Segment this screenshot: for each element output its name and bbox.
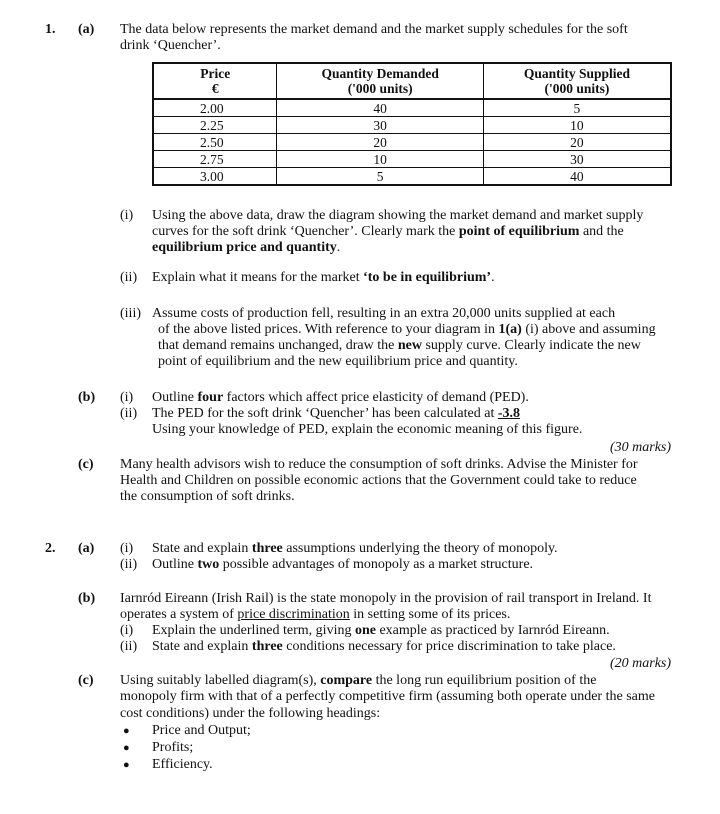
text-segment: (ii) xyxy=(120,270,138,285)
text-segment: two xyxy=(197,557,220,572)
text-segment: drink ‘Quencher’. xyxy=(120,38,221,53)
text-segment: Explain the underlined term, giving xyxy=(152,623,355,638)
question-label: (b) xyxy=(78,591,96,606)
text-line xyxy=(152,240,340,256)
text-line xyxy=(120,38,221,54)
table-cell: 2.25 xyxy=(153,117,277,134)
text-segment: point of equilibrium and the new equilibrium price and quantity. xyxy=(158,354,518,369)
text-segment: Using your knowledge of PED, explain the economic meaning of this figure. xyxy=(152,422,583,437)
text-segment: conditions necessary for price discrimination to take place. xyxy=(282,639,616,654)
table-row xyxy=(153,117,671,134)
text-segment: Iarnród Eireann (Irish Rail) is the state monopoly in the provision of rail transport in Ireland. It xyxy=(120,591,652,606)
text-segment: three xyxy=(251,541,283,556)
text-segment: (20 marks) xyxy=(610,656,672,671)
text-segment: (i) xyxy=(120,623,134,638)
text-line xyxy=(152,390,529,406)
header-line: Price xyxy=(200,66,231,81)
table-row xyxy=(153,134,671,151)
question-label: (a) xyxy=(78,541,95,556)
text-segment: The PED for the soft drink ‘Quencher’ has been calculated at xyxy=(152,406,498,421)
table-cell: 40 xyxy=(277,99,483,117)
table-row xyxy=(153,99,671,117)
text-line xyxy=(152,557,533,573)
text-line xyxy=(120,306,141,322)
text-segment: . xyxy=(491,270,495,285)
text-segment: four xyxy=(197,390,224,405)
table-cell: 2.75 xyxy=(153,151,277,168)
table-header xyxy=(483,63,671,99)
bullet-icon: ● xyxy=(123,759,130,771)
text-segment: Assume costs of production fell, resulting in an extra 20,000 units supplied at each xyxy=(152,306,616,321)
text-segment: State and explain xyxy=(152,541,252,556)
bullet-icon: ● xyxy=(123,742,130,754)
text-line xyxy=(120,208,133,224)
text-segment: (iii) xyxy=(120,306,141,321)
table-row xyxy=(153,151,671,168)
text-line xyxy=(120,557,137,573)
text-segment: (i) above and assuming xyxy=(521,322,656,337)
text-segment: Outline xyxy=(152,390,198,405)
table-cell: 5 xyxy=(483,99,671,117)
text-segment: supply curve. Clearly indicate the new xyxy=(421,338,641,353)
text-line xyxy=(120,591,651,607)
question-label: 1. xyxy=(45,22,56,37)
text-segment: The data below represents the market demand and the market supply schedules for the soft xyxy=(120,22,628,37)
text-segment: the long run equilibrium position of the xyxy=(372,673,597,688)
table-cell: 20 xyxy=(277,134,483,151)
text-segment: in setting some of its prices. xyxy=(349,607,511,622)
header-line: ('000 units) xyxy=(544,81,610,96)
table-cell: 10 xyxy=(277,151,483,168)
text-segment: Using suitably labelled diagram(s), xyxy=(120,673,321,688)
text-line xyxy=(152,541,558,557)
text-segment: Many health advisors wish to reduce the consumption of soft drinks. Advise the Minister for xyxy=(120,457,638,472)
bullet-item: Efficiency. xyxy=(152,757,213,772)
text-line xyxy=(152,623,610,639)
text-line xyxy=(152,270,495,286)
text-segment: State and explain xyxy=(152,639,252,654)
text-segment: (i) xyxy=(120,541,134,556)
text-line xyxy=(120,406,137,422)
text-line xyxy=(120,457,638,473)
text-segment: (i) xyxy=(120,208,134,223)
text-segment: curves for the soft drink ‘Quencher’. Clearly mark the xyxy=(152,224,459,239)
text-line xyxy=(610,656,671,672)
text-line xyxy=(152,224,624,240)
text-segment: (30 marks) xyxy=(610,440,672,455)
header-line: Quantity Demanded xyxy=(321,66,439,81)
text-segment: point of equilibrium xyxy=(458,224,580,239)
text-segment: (ii) xyxy=(120,406,138,421)
text-segment: Explain what it means for the market xyxy=(152,270,364,285)
text-segment: 1(a) xyxy=(498,322,522,337)
text-segment: Using the above data, draw the diagram showing the market demand and market supply xyxy=(152,208,644,223)
table-cell: 2.50 xyxy=(153,134,277,151)
header-line: ('000 units) xyxy=(347,81,413,96)
bullet-item: Price and Output; xyxy=(152,723,251,738)
text-segment: factors which affect price elasticity of demand (PED). xyxy=(223,390,529,405)
text-line xyxy=(158,322,656,338)
table-header xyxy=(277,63,483,99)
header-line: Quantity Supplied xyxy=(523,66,630,81)
text-segment: monopoly firm with that of a perfectly competitive firm (assuming both operate under the same xyxy=(120,689,655,704)
text-segment: assumptions underlying the theory of monopoly. xyxy=(282,541,558,556)
bullet-item: Profits; xyxy=(152,740,194,755)
text-segment: (ii) xyxy=(120,639,138,654)
text-line xyxy=(158,354,518,370)
question-label: (c) xyxy=(78,457,94,472)
text-segment: compare xyxy=(320,673,373,688)
text-segment: Health and Children on possible economic actions that the Government could take to reduce xyxy=(120,473,637,488)
text-line xyxy=(120,623,133,639)
text-line xyxy=(120,390,133,406)
bullet-icon: ● xyxy=(123,725,130,737)
text-line xyxy=(120,270,137,286)
text-line xyxy=(120,489,295,505)
text-segment: ‘to be in equilibrium’ xyxy=(363,270,492,285)
text-segment: example as practiced by Iarnród Eireann. xyxy=(375,623,610,638)
text-line xyxy=(120,473,637,489)
text-segment: equilibrium price and quantity xyxy=(152,240,337,255)
text-line xyxy=(152,306,615,322)
text-line xyxy=(120,689,655,705)
text-line xyxy=(120,706,380,722)
text-line xyxy=(120,541,133,557)
text-line xyxy=(152,208,643,224)
table-cell: 30 xyxy=(483,151,671,168)
table-header xyxy=(153,63,277,99)
text-segment: (i) xyxy=(120,390,134,405)
question-label: (c) xyxy=(78,673,94,688)
table-cell: 2.00 xyxy=(153,99,277,117)
text-segment: Outline xyxy=(152,557,198,572)
text-line xyxy=(610,440,671,456)
text-segment: possible advantages of monopoly as a market structure. xyxy=(219,557,534,572)
table-header-row xyxy=(153,63,671,99)
text-line xyxy=(152,639,616,655)
text-line xyxy=(120,673,596,689)
text-segment: of the above listed prices. With reference to your diagram in xyxy=(158,322,499,337)
text-line xyxy=(152,422,582,438)
text-line xyxy=(120,639,137,655)
text-segment: the consumption of soft drinks. xyxy=(120,489,295,504)
question-label: (b) xyxy=(78,390,96,405)
text-segment: one xyxy=(354,623,376,638)
text-segment: operates a system of xyxy=(120,607,238,622)
text-segment: cost conditions) under the following headings: xyxy=(120,706,381,721)
text-line xyxy=(120,607,510,623)
question-label: (a) xyxy=(78,22,95,37)
text-segment: -3.8 xyxy=(497,406,521,421)
text-segment: (ii) xyxy=(120,557,138,572)
table-cell: 10 xyxy=(483,117,671,134)
text-segment: price discrimination xyxy=(237,607,350,622)
text-segment: that demand remains unchanged, draw the xyxy=(158,338,398,353)
text-line xyxy=(158,338,641,354)
table-cell: 40 xyxy=(483,168,671,186)
text-line xyxy=(152,406,520,422)
table-cell: 30 xyxy=(277,117,483,134)
text-segment: three xyxy=(251,639,283,654)
text-segment: . xyxy=(336,240,341,255)
text-segment: and the xyxy=(579,224,624,239)
table-cell: 20 xyxy=(483,134,671,151)
header-line: € xyxy=(211,81,219,96)
table-cell: 3.00 xyxy=(153,168,277,186)
text-line xyxy=(120,22,628,38)
supply-demand-table xyxy=(152,62,672,186)
question-label: 2. xyxy=(45,541,56,556)
table-row xyxy=(153,168,671,186)
table-cell: 5 xyxy=(277,168,483,186)
text-segment: new xyxy=(397,338,422,353)
